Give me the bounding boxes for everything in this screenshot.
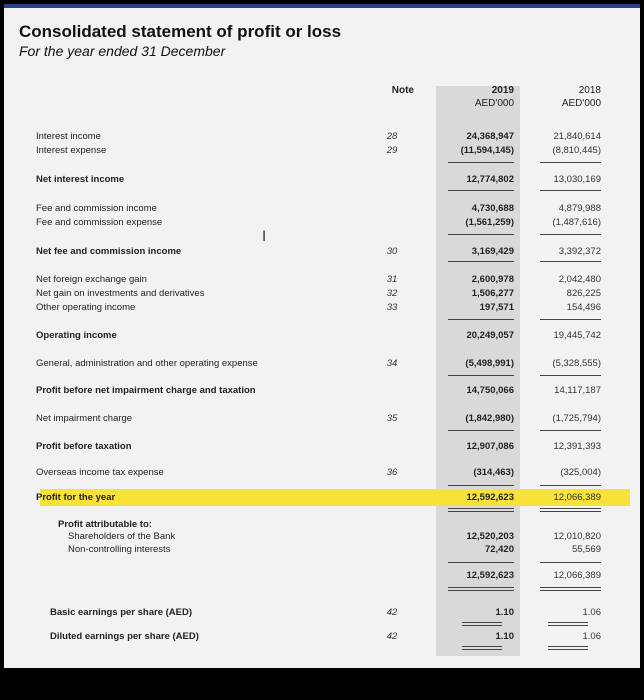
rule	[540, 375, 601, 376]
rule	[548, 625, 588, 626]
row-label: Profit for the year	[36, 492, 116, 503]
row-value-2018: (5,328,555)	[552, 358, 601, 369]
year-2019-header: 2019	[491, 85, 514, 96]
note-column-header: Note	[391, 85, 414, 96]
row-label: General, administration and other operating expense	[36, 358, 258, 369]
row-value-2018: 12,391,393	[553, 441, 601, 452]
rule	[540, 508, 601, 509]
row-label: Interest income	[36, 131, 101, 142]
row-note: 28	[386, 131, 398, 142]
row-value-2018: 1.06	[582, 631, 601, 642]
row-value-2018: (8,810,445)	[552, 145, 601, 156]
rule	[548, 649, 588, 650]
row-note: 32	[386, 288, 398, 299]
row-value-2018: 154,496	[566, 302, 601, 313]
row-value-2019: 197,571	[479, 302, 514, 313]
row-value-2019: 24,368,947	[466, 131, 514, 142]
rule	[540, 562, 601, 563]
row-value-2018: 19,445,742	[553, 330, 601, 341]
row-value-2018: (1,487,616)	[552, 217, 601, 228]
rule	[462, 649, 502, 650]
row-label: Net impairment charge	[36, 413, 133, 424]
row-value-2019: (1,561,259)	[465, 217, 514, 228]
row-value-2019: 3,169,429	[471, 246, 514, 257]
row-label: Operating income	[36, 330, 117, 341]
rule	[540, 485, 601, 486]
row-label: Net fee and commission income	[36, 246, 182, 257]
rule	[448, 375, 514, 376]
row-value-2018: 3,392,372	[558, 246, 601, 257]
row-value-2018: 12,066,389	[553, 570, 601, 581]
rule	[462, 646, 502, 647]
row-value-2019: 12,907,086	[466, 441, 514, 452]
page-title: Consolidated statement of profit or loss	[19, 22, 342, 41]
row-value-2019: 12,520,203	[466, 531, 514, 542]
row-value-2019: 1.10	[495, 631, 514, 642]
row-value-2018: 826,225	[566, 288, 601, 299]
row-value-2018: 12,066,389	[553, 492, 601, 503]
row-value-2019: 20,249,057	[466, 330, 514, 341]
rule	[462, 625, 502, 626]
row-note: 29	[386, 145, 398, 156]
row-value-2018: 21,840,614	[553, 131, 601, 142]
row-value-2018: 14,117,187	[554, 385, 601, 396]
row-label: Overseas income tax expense	[36, 467, 164, 478]
rule	[548, 622, 588, 623]
rule	[548, 646, 588, 647]
rule	[448, 162, 514, 163]
row-value-2018: 2,042,480	[558, 274, 601, 285]
rule	[462, 622, 502, 623]
row-value-2019: 4,730,688	[471, 203, 514, 214]
row-value-2018: (1,725,794)	[552, 413, 601, 424]
row-note: 42	[386, 631, 398, 642]
row-note: 35	[386, 413, 398, 424]
rule	[448, 190, 514, 191]
row-label: Diluted earnings per share (AED)	[50, 631, 199, 642]
row-label: Net interest income	[36, 174, 125, 185]
row-note: 30	[386, 246, 398, 257]
rule	[540, 511, 601, 512]
rule	[540, 430, 601, 431]
row-label: Fee and commission expense	[36, 217, 163, 228]
rule	[540, 190, 601, 191]
row-label: Profit before net impairment charge and taxation	[36, 385, 256, 396]
rule	[448, 261, 514, 262]
row-value-2019: 14,750,066	[466, 385, 514, 396]
row-value-2018: 55,569	[571, 544, 601, 555]
rule	[540, 587, 601, 588]
row-value-2019: 1.10	[495, 607, 514, 618]
row-value-2019: 12,774,802	[466, 174, 514, 185]
rule	[448, 485, 514, 486]
page-subtitle: For the year ended 31 December	[19, 43, 226, 59]
rule	[448, 511, 514, 512]
row-label: Profit before taxation	[36, 441, 132, 452]
row-note: 31	[386, 274, 398, 285]
row-value-2018: 4,879,988	[558, 203, 601, 214]
rule	[448, 430, 514, 431]
rule	[540, 261, 601, 262]
rule	[540, 162, 601, 163]
row-value-2019: 12,592,623	[466, 570, 514, 581]
rule	[448, 508, 514, 509]
rule	[448, 587, 514, 588]
row-label: Other operating income	[36, 302, 136, 313]
row-label: Non-controlling interests	[68, 544, 171, 555]
row-label: Fee and commission income	[36, 203, 157, 214]
year-2019-unit: AED'000	[474, 98, 514, 109]
year-2018-header: 2018	[578, 85, 601, 96]
row-value-2019: 1,506,277	[471, 288, 514, 299]
row-label: Basic earnings per share (AED)	[50, 607, 193, 618]
row-value-2018: (325,004)	[560, 467, 601, 478]
row-note: 34	[386, 358, 398, 369]
row-value-2019: 72,420	[484, 544, 514, 555]
rule	[448, 562, 514, 563]
rule	[540, 234, 601, 235]
row-label: Net foreign exchange gain	[36, 274, 147, 285]
row-value-2019: (314,463)	[473, 467, 514, 478]
row-value-2019: (5,498,991)	[465, 358, 514, 369]
year-2018-unit: AED'000	[561, 98, 601, 109]
rule	[448, 590, 514, 591]
row-value-2019: (11,594,145)	[460, 145, 514, 156]
rule	[448, 234, 514, 235]
rule	[448, 319, 514, 320]
row-value-2018: 1.06	[582, 607, 601, 618]
row-value-2019: 2,600,978	[471, 274, 514, 285]
row-value-2018: 13,030,169	[553, 174, 601, 185]
row-value-2018: 12,010,820	[553, 531, 601, 542]
row-note: 42	[386, 607, 398, 618]
row-label: Profit attributable to:	[58, 519, 152, 530]
row-label: Shareholders of the Bank	[68, 531, 176, 542]
rule	[540, 319, 601, 320]
row-note: 36	[386, 467, 398, 478]
row-note: 33	[386, 302, 398, 313]
row-label: Interest expense	[36, 145, 107, 156]
text-cursor-icon: I	[262, 229, 267, 245]
row-value-2019: (1,842,980)	[465, 413, 514, 424]
row-value-2019: 12,592,623	[466, 492, 514, 503]
rule	[540, 590, 601, 591]
row-label: Net gain on investments and derivatives	[36, 288, 205, 299]
